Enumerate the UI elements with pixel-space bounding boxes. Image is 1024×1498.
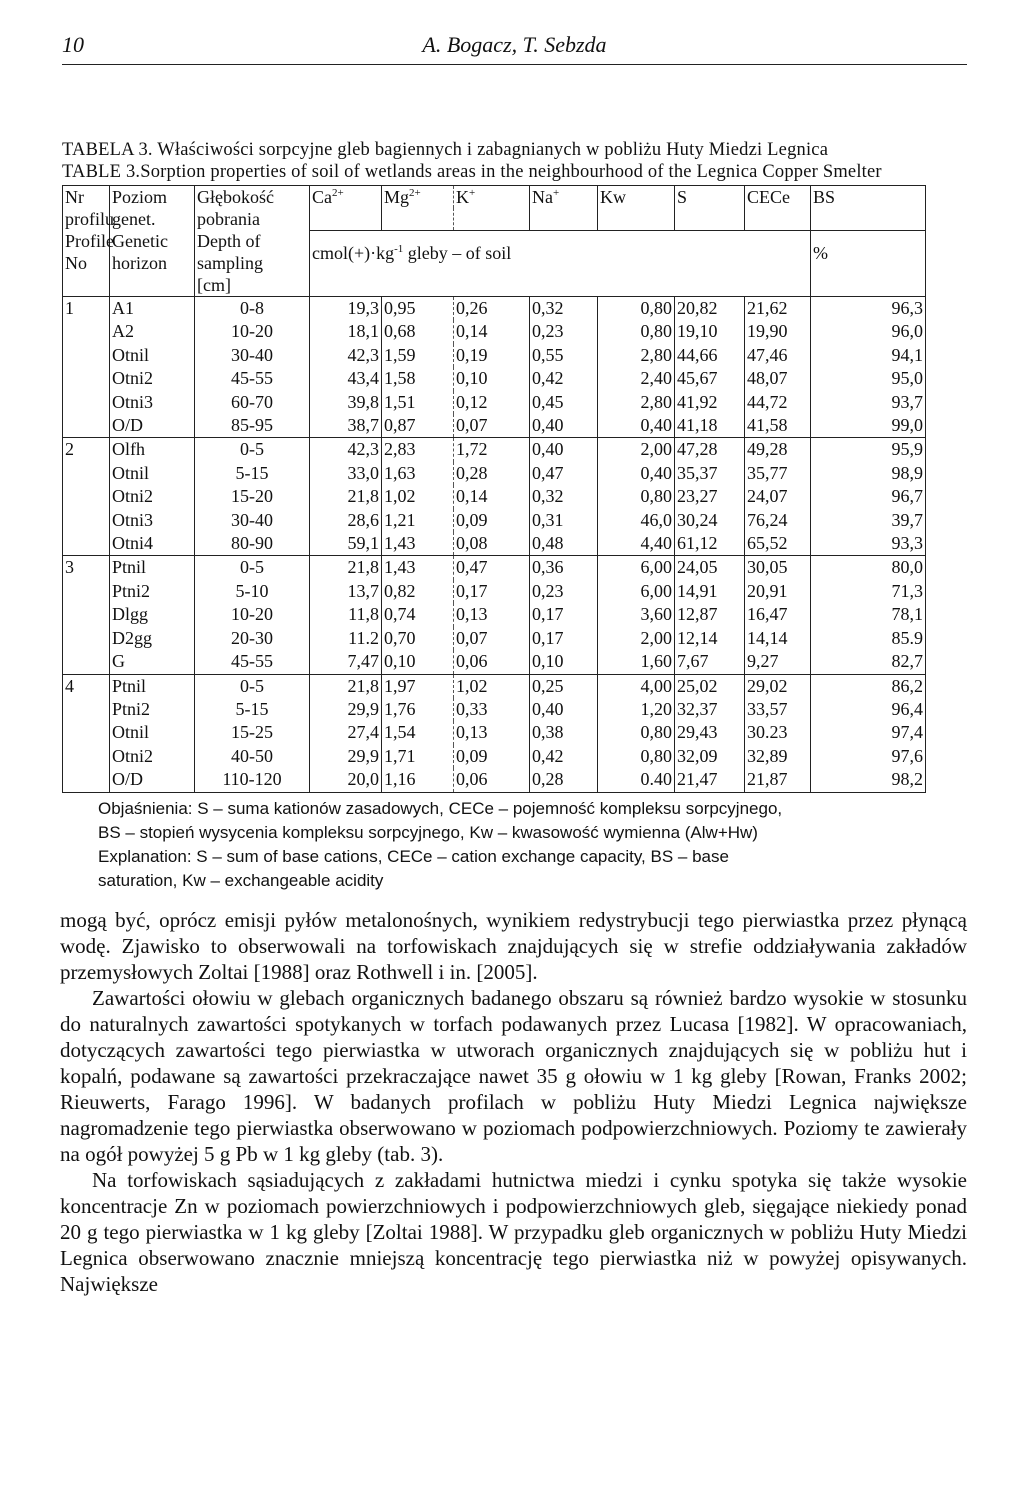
paragraph-3: Na torfowiskach sąsiadujących z zakładami hutnictwa miedzi i cynku spotyka się także wysokie koncentracje Zn w poziomach powierzchniowych i podpowierzchniowych gleb, sięgające niekiedy ponad 20 g tego pierwiastka w 1 kg gleby [Zoltai 1988]. W przypadku gleb organicznych w pobliżu Huty Miedzi Legnica obserwowano znacznie mniejszą koncentrację tego pierwiastka niż w powyżej opisywanych. Największe — [60, 1167, 967, 1296]
table-cell: 0,07 — [454, 627, 530, 650]
table-cell: 30,05 — [745, 556, 811, 580]
table-cell: Olfh — [110, 438, 195, 462]
table-cell — [63, 462, 110, 485]
table-cell: 21,8 — [310, 674, 382, 698]
table-cell: 0-5 — [195, 438, 310, 462]
table-cell: 98,2 — [811, 768, 926, 792]
table-cell — [63, 485, 110, 508]
table-cell: 1,60 — [598, 650, 675, 674]
table-cell: 20,91 — [745, 580, 811, 603]
table-cell: 0,10 — [454, 367, 530, 390]
table-cell: 1,58 — [382, 367, 454, 390]
table-cell: 0,10 — [382, 650, 454, 674]
table-cell — [63, 698, 110, 721]
table-row — [63, 698, 926, 721]
table-cell: Otni3 — [110, 391, 195, 414]
table-cell: 35,37 — [675, 462, 745, 485]
table-cell: 80-90 — [195, 532, 310, 556]
table-cell: 1,43 — [382, 556, 454, 580]
table-cell — [63, 627, 110, 650]
table-cell: 80,0 — [811, 556, 926, 580]
col-head-mg: $Mg^{2+}$ — [382, 186, 454, 209]
table-header — [63, 186, 926, 297]
table-cell: 47,46 — [745, 344, 811, 367]
table-row — [63, 297, 926, 321]
table-cell: 11.2 — [310, 627, 382, 650]
col-head-bs: BS — [811, 186, 926, 209]
table-cell: 0,09 — [454, 745, 530, 768]
notes-en-line2: saturation, Kw – exchangeable acidity — [98, 870, 384, 890]
table-cell — [63, 509, 110, 532]
col-head-kw: Kw — [598, 186, 675, 209]
table-cell: 1,76 — [382, 698, 454, 721]
table-cell: 45-55 — [195, 650, 310, 674]
unit-percent: % — [811, 231, 926, 275]
table-cell: 71,3 — [811, 580, 926, 603]
table-cell: 1,63 — [382, 462, 454, 485]
table-cell: 32,09 — [675, 745, 745, 768]
table-cell: 0,42 — [530, 745, 598, 768]
table-row — [63, 367, 926, 390]
table-cell: 85-95 — [195, 414, 310, 438]
table-cell: 0-5 — [195, 556, 310, 580]
table-body — [63, 297, 926, 793]
table-cell: 0,17 — [454, 580, 530, 603]
table-cell: 1,02 — [454, 674, 530, 698]
table-cell: 0,14 — [454, 485, 530, 508]
table-row — [63, 462, 926, 485]
table-cell — [63, 745, 110, 768]
table-cell: 0,13 — [454, 721, 530, 744]
table-cell: 0,55 — [530, 344, 598, 367]
table-cell: 1,51 — [382, 391, 454, 414]
table-cell: 0,09 — [454, 509, 530, 532]
table-cell: 19,3 — [310, 297, 382, 321]
table-cell: 2,80 — [598, 344, 675, 367]
table-cell: 33,0 — [310, 462, 382, 485]
table-cell: 9,27 — [745, 650, 811, 674]
table-row — [63, 745, 926, 768]
table-cell: 21,8 — [310, 556, 382, 580]
table-cell: 95,9 — [811, 438, 926, 462]
table-cell: Dlgg — [110, 603, 195, 626]
table-cell: 47,28 — [675, 438, 745, 462]
table-cell: 1,21 — [382, 509, 454, 532]
table-cell: 1,71 — [382, 745, 454, 768]
table-cell: 42,3 — [310, 344, 382, 367]
table-cell: 96,3 — [811, 297, 926, 321]
col-head-na: Na+ — [530, 186, 598, 209]
table-cell: 1 — [63, 297, 110, 321]
table-cell: 1,59 — [382, 344, 454, 367]
table-cell: 0,47 — [530, 462, 598, 485]
table-cell: 0,28 — [530, 768, 598, 792]
table-cell: 5-10 — [195, 580, 310, 603]
table-cell: 0,68 — [382, 320, 454, 343]
table-cell: 96,4 — [811, 698, 926, 721]
table-cell: 39,8 — [310, 391, 382, 414]
table-row — [63, 721, 926, 744]
table-cell: A1 — [110, 297, 195, 321]
table-row — [63, 414, 926, 438]
table-cell: 0,80 — [598, 297, 675, 321]
table-cell: 0,40 — [530, 698, 598, 721]
table-cell: 1,72 — [454, 438, 530, 462]
table-cell: 93,3 — [811, 532, 926, 556]
notes-en-line1: Explanation: S – sum of base cations, CECe – cation exchange capacity, BS – base — [98, 846, 729, 866]
table-cell: 60-70 — [195, 391, 310, 414]
table-cell: 41,18 — [675, 414, 745, 438]
table-cell: 48,07 — [745, 367, 811, 390]
table-cell — [63, 721, 110, 744]
table-cell: 5-15 — [195, 698, 310, 721]
table-cell: 0,25 — [530, 674, 598, 698]
notes-pl-line1: Objaśnienia: S – suma kationów zasadowych, CECe – pojemność kompleksu sorpcyjnego, — [98, 798, 783, 818]
table-cell: 0,45 — [530, 391, 598, 414]
table-row — [63, 674, 926, 698]
table-row — [63, 438, 926, 462]
table-cell: 1,20 — [598, 698, 675, 721]
table-cell: 0,82 — [382, 580, 454, 603]
table-cell — [63, 650, 110, 674]
table-cell — [63, 367, 110, 390]
table-cell: 24,07 — [745, 485, 811, 508]
table-cell: 0.40 — [598, 768, 675, 792]
table-cell: 61,12 — [675, 532, 745, 556]
table-cell: 96,0 — [811, 320, 926, 343]
table-cell: 4,00 — [598, 674, 675, 698]
col-head-s: S — [675, 186, 745, 209]
table-cell: 30.23 — [745, 721, 811, 744]
table-cell: 1,43 — [382, 532, 454, 556]
table-cell: Otnil — [110, 344, 195, 367]
table-cell: 43,4 — [310, 367, 382, 390]
table-cell: 0,23 — [530, 580, 598, 603]
table-cell: 3,60 — [598, 603, 675, 626]
table-row — [63, 532, 926, 556]
table-cell — [63, 580, 110, 603]
table-cell: 0,32 — [530, 297, 598, 321]
table-cell: 30-40 — [195, 509, 310, 532]
table-cell: 23,27 — [675, 485, 745, 508]
table-cell: 30-40 — [195, 344, 310, 367]
table-cell: Ptni2 — [110, 580, 195, 603]
table-cell: 14,14 — [745, 627, 811, 650]
table-cell — [63, 320, 110, 343]
table-cell: 0,06 — [454, 650, 530, 674]
table-cell: 0,40 — [598, 414, 675, 438]
table-caption — [62, 139, 967, 183]
table-cell: 40-50 — [195, 745, 310, 768]
table-cell: 0,40 — [598, 462, 675, 485]
col-head-ca: $Ca^{2+}$ — [310, 186, 382, 209]
table-cell: 86,2 — [811, 674, 926, 698]
table-cell: 93,7 — [811, 391, 926, 414]
table-cell: 0,80 — [598, 721, 675, 744]
table-row — [63, 320, 926, 343]
caption-english: TABLE 3.Sorption properties of soil of wetlands areas in the neighbourhood of the Legnica Copper Smelter — [62, 162, 882, 182]
table-cell: 76,24 — [745, 509, 811, 532]
table-cell: 35,77 — [745, 462, 811, 485]
table-cell: 1,54 — [382, 721, 454, 744]
table-row — [63, 556, 926, 580]
table-cell: 0,23 — [530, 320, 598, 343]
table-cell: 0,31 — [530, 509, 598, 532]
running-head-authors: A. Bogacz, T. Sebzda — [422, 32, 607, 57]
table-cell: 97,4 — [811, 721, 926, 744]
table-cell: 0,13 — [454, 603, 530, 626]
table-cell: 78,1 — [811, 603, 926, 626]
table-cell: 20,0 — [310, 768, 382, 792]
table-cell: 0,40 — [530, 438, 598, 462]
table-cell: Otni4 — [110, 532, 195, 556]
table-cell: 1,02 — [382, 485, 454, 508]
col-head-profile: Nr profilu Profile No — [63, 186, 110, 297]
table-cell: 0,32 — [530, 485, 598, 508]
table-cell: 0,06 — [454, 768, 530, 792]
table-cell: 21,8 — [310, 485, 382, 508]
table-cell: 2,80 — [598, 391, 675, 414]
table-cell: 0,26 — [454, 297, 530, 321]
table-cell: 20,82 — [675, 297, 745, 321]
table-cell: 15-20 — [195, 485, 310, 508]
table-row — [63, 509, 926, 532]
notes-pl-line2: BS – stopień wysycenia kompleksu sorpcyjnego, Kw – kwasowość wymienna (Alw+Hw) — [98, 822, 758, 842]
table-cell: 82,7 — [811, 650, 926, 674]
table-cell: 0,08 — [454, 532, 530, 556]
table-cell: 0,28 — [454, 462, 530, 485]
table-cell: 33,57 — [745, 698, 811, 721]
table-cell — [63, 603, 110, 626]
table-cell: 0,17 — [530, 603, 598, 626]
table-cell — [63, 532, 110, 556]
table-cell: 29,9 — [310, 745, 382, 768]
table-cell: 13,7 — [310, 580, 382, 603]
table-cell — [63, 391, 110, 414]
table-cell: O/D — [110, 414, 195, 438]
table-row — [63, 391, 926, 414]
table-cell: 29,43 — [675, 721, 745, 744]
table-cell: 49,28 — [745, 438, 811, 462]
table-cell: 21,62 — [745, 297, 811, 321]
paragraph-1: mogą być, oprócz emisji pyłów metalonośnych, wynikiem redystrybucji tego pierwiastka przez płynącą wodę. Zjawisko to obserwowali na torfowiskach znajdujących się w strefie oddziaływania zakładów przemysłowych Zoltai [1988] oraz Rothwell i in. [2005]. — [60, 907, 967, 984]
table-cell: 0,70 — [382, 627, 454, 650]
table-cell: Ptni2 — [110, 698, 195, 721]
table-cell: 5-15 — [195, 462, 310, 485]
table-cell: 2 — [63, 438, 110, 462]
table-cell: 30,24 — [675, 509, 745, 532]
table-cell: 15-25 — [195, 721, 310, 744]
caption-polish: TABELA 3. Właściwości sorpcyjne gleb bagiennych i zabagnianych w pobliżu Huty Miedzi Legnica — [62, 140, 829, 160]
table-cell: Otnil — [110, 462, 195, 485]
table-cell: 0,36 — [530, 556, 598, 580]
table-cell: 0,48 — [530, 532, 598, 556]
table-cell: 0,07 — [454, 414, 530, 438]
col-head-cece: CECe — [745, 186, 811, 209]
table-cell: 0,12 — [454, 391, 530, 414]
table-cell: 0,19 — [454, 344, 530, 367]
table-cell: 0,74 — [382, 603, 454, 626]
table-cell: 3 — [63, 556, 110, 580]
table-cell: 0,33 — [454, 698, 530, 721]
table-cell: 97,6 — [811, 745, 926, 768]
table-cell: Otni2 — [110, 485, 195, 508]
table-cell: 0,40 — [530, 414, 598, 438]
table-cell: 65,52 — [745, 532, 811, 556]
table-cell: 98,9 — [811, 462, 926, 485]
table-cell: D2gg — [110, 627, 195, 650]
table-cell: 45,67 — [675, 367, 745, 390]
table-cell: 4,40 — [598, 532, 675, 556]
col-head-depth: Głębokość pobrania Depth of sampling [cm] — [195, 186, 310, 297]
table-cell: 21,47 — [675, 768, 745, 792]
table-cell: 0,87 — [382, 414, 454, 438]
table-cell: 6,00 — [598, 580, 675, 603]
table-cell: 44,66 — [675, 344, 745, 367]
sorption-table — [62, 185, 926, 793]
table-cell: 2,83 — [382, 438, 454, 462]
table-cell: 45-55 — [195, 367, 310, 390]
table-cell: 10-20 — [195, 320, 310, 343]
table-cell: 12,14 — [675, 627, 745, 650]
table-cell — [63, 344, 110, 367]
table-row — [63, 485, 926, 508]
table-row — [63, 344, 926, 367]
table-cell: 59,1 — [310, 532, 382, 556]
paragraph-2: Zawartości ołowiu w glebach organicznych badanego obszaru są również bardzo wysokie w stosunku do naturalnych zawartości spotykanych w torfach podawanych przez Lucasa [1982]. W opracowaniach, dotyczących zawartości tego pierwiastka w utworach organicznych znajdujących się w pobliżu hut i kopalń, podawane są zawartości przekraczające nawet 35 g ołowiu w 1 kg gleby [Rowan, Franks 2002; Rieuwerts, Farago 1996]. W badanych profilach w pobliżu Huty Miedzi Legnica największe nagromadzenie tego pierwiastka obserwowano w poziomach podpowierzchniowych. Poziomy te zawierały na ogół powyżej 5 g Pb w 1 kg gleby (tab. 3). — [60, 985, 967, 1166]
table-cell: 85.9 — [811, 627, 926, 650]
table-cell: 14,91 — [675, 580, 745, 603]
table-cell: 96,7 — [811, 485, 926, 508]
table-cell: 0,95 — [382, 297, 454, 321]
table-cell: 27,4 — [310, 721, 382, 744]
table-cell: Otni3 — [110, 509, 195, 532]
table-cell: 42,3 — [310, 438, 382, 462]
table-cell: Otnil — [110, 721, 195, 744]
table-cell: 29,02 — [745, 674, 811, 698]
running-header — [62, 28, 967, 65]
table-cell: 95,0 — [811, 367, 926, 390]
table-cell: 0,80 — [598, 485, 675, 508]
table-row — [63, 580, 926, 603]
table-cell: 7,67 — [675, 650, 745, 674]
table-cell: 6,00 — [598, 556, 675, 580]
table-cell: Ptnil — [110, 556, 195, 580]
unit-label: $cmol(+)\cdot kg^{-1}$ gleby – of soil — [310, 231, 811, 275]
table-cell: 2,40 — [598, 367, 675, 390]
table-cell: 1,16 — [382, 768, 454, 792]
table-row — [63, 768, 926, 792]
table-cell: 18,1 — [310, 320, 382, 343]
table-cell: 0-5 — [195, 674, 310, 698]
table-cell: 99,0 — [811, 414, 926, 438]
table-cell: 19,10 — [675, 320, 745, 343]
table-cell: 7,47 — [310, 650, 382, 674]
table-cell: 110-120 — [195, 768, 310, 792]
table-cell — [63, 768, 110, 792]
table-cell: 0,17 — [530, 627, 598, 650]
table-cell: 1,97 — [382, 674, 454, 698]
table-cell: 32,89 — [745, 745, 811, 768]
table-cell: 0,80 — [598, 320, 675, 343]
table-cell: Otni2 — [110, 745, 195, 768]
table-row — [63, 650, 926, 674]
table-cell: 21,87 — [745, 768, 811, 792]
table-cell: 28,6 — [310, 509, 382, 532]
table-cell: 4 — [63, 674, 110, 698]
table-cell: 38,7 — [310, 414, 382, 438]
table-cell: 0,14 — [454, 320, 530, 343]
table-cell: 39,7 — [811, 509, 926, 532]
table-cell: 29,9 — [310, 698, 382, 721]
table-cell: 44,72 — [745, 391, 811, 414]
table-cell: 16,47 — [745, 603, 811, 626]
table-cell: Otni2 — [110, 367, 195, 390]
table-cell: 25,02 — [675, 674, 745, 698]
table-cell: G — [110, 650, 195, 674]
table-cell: Ptnil — [110, 674, 195, 698]
table-row — [63, 603, 926, 626]
table-cell: 0,80 — [598, 745, 675, 768]
table-row — [63, 627, 926, 650]
col-head-k: K+ — [454, 186, 530, 209]
table-cell: 19,90 — [745, 320, 811, 343]
table-cell: 24,05 — [675, 556, 745, 580]
table-cell: 46,0 — [598, 509, 675, 532]
table-cell: 12,87 — [675, 603, 745, 626]
table-cell: 0,38 — [530, 721, 598, 744]
page-number: 10 — [62, 32, 84, 57]
table-cell — [63, 414, 110, 438]
table-cell: 2,00 — [598, 627, 675, 650]
table-cell: 0,42 — [530, 367, 598, 390]
table-cell: 20-30 — [195, 627, 310, 650]
table-cell: 32,37 — [675, 698, 745, 721]
table-cell: 0,10 — [530, 650, 598, 674]
table-cell: 0-8 — [195, 297, 310, 321]
table-cell: 41,58 — [745, 414, 811, 438]
table-cell: O/D — [110, 768, 195, 792]
table-cell: 41,92 — [675, 391, 745, 414]
col-head-horizon: Poziom genet. Genetic horizon — [110, 186, 195, 297]
table-notes — [98, 797, 967, 893]
table-cell: 10-20 — [195, 603, 310, 626]
body-text — [60, 907, 967, 1297]
table-cell: 0,47 — [454, 556, 530, 580]
table-cell: 94,1 — [811, 344, 926, 367]
table-cell: 2,00 — [598, 438, 675, 462]
page — [62, 28, 967, 1297]
table-cell: A2 — [110, 320, 195, 343]
table-cell: 11,8 — [310, 603, 382, 626]
